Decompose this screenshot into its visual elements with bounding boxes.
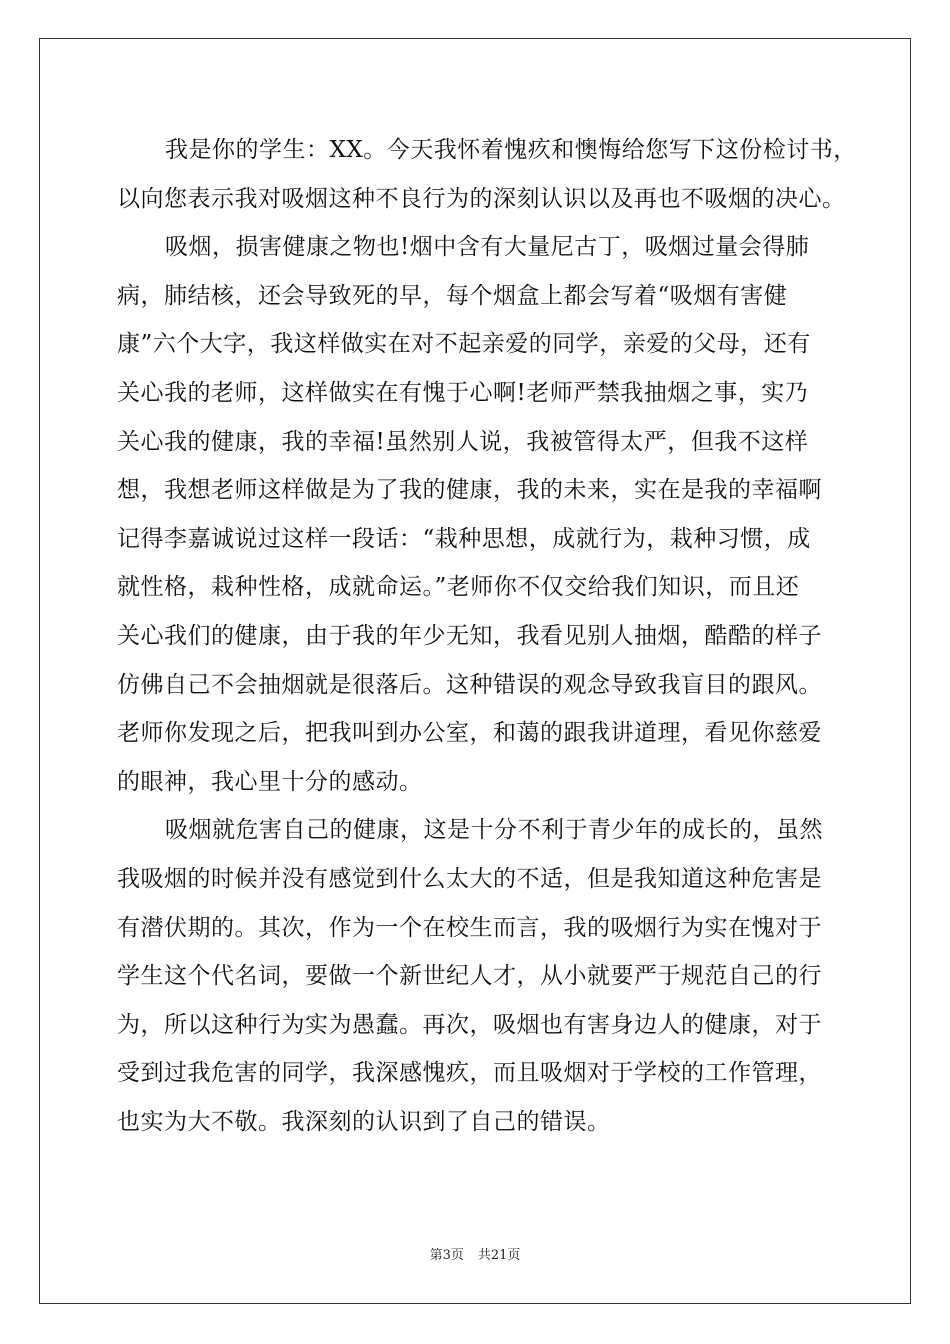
text-line: 吸烟就危害自己的健康，这是十分不利于青少年的成长的，虽然 [165,817,823,844]
text-line: 关心我们的健康，由于我的年少无知，我看见别人抽烟，酷酷的样子 [117,622,822,649]
text-line: 康”六个大字，我这样做实在对不起亲爱的同学，亲爱的父母，还有 [117,331,811,358]
text-line: 也实为大不敬。我深刻的认识到了自己的错误。 [117,1108,611,1135]
text-line: 学生这个代名词，要做一个新世纪人才，从小就要严于规范自己的行 [117,963,822,990]
text-line: 有潜伏期的。其次，作为一个在校生而言，我的吸烟行为实在愧对于 [117,914,822,941]
text-line: 吸烟，损害健康之物也!烟中含有大量尼古丁，吸烟过量会得肺 [165,234,810,261]
page-footer [0,1246,950,1266]
text-line: 关心我的健康，我的幸福!虽然别人说，我被管得太严，但我不这样 [117,428,809,455]
text-line: 以向您表示我对吸烟这种不良行为的深刻认识以及再也不吸烟的决心。 [117,185,846,212]
text-line: 记得李嘉诚说过这样一段话：“栽种思想，成就行为，栽种习惯，成 [117,525,811,552]
text-line: 的眼神，我心里十分的感动。 [117,768,423,795]
text-line: 病，肺结核，还会导致死的早，每个烟盒上都会写着“吸烟有害健 [117,282,788,309]
text-line: 就性格，栽种性格，成就命运。”老师你不仅交给我们知识，而且还 [117,574,800,601]
text-line: 想，我想老师这样做是为了我的健康，我的未来，实在是我的幸福啊 [117,477,822,504]
text-line: 仿佛自己不会抽烟就是很落后。这种错误的观念导致我盲目的跟风。 [117,671,822,698]
text-line: 受到过我危害的同学，我深感愧疚，而且吸烟对于学校的工作管理， [117,1060,822,1087]
page-number: 第3页 [429,1248,464,1263]
text-line: 关心我的老师，这样做实在有愧于心啊!老师严禁我抽烟之事，实乃 [117,379,809,406]
text-line: 我吸烟的时候并没有感觉到什么太大的不适，但是我知道这种危害是 [117,865,822,892]
document-body [117,126,857,1146]
page-total: 共21页 [477,1248,521,1263]
text-line: 我是你的学生：XX。今天我怀着愧疚和懊悔给您写下这份检讨书， [165,137,857,163]
text-line: 为，所以这种行为实为愚蠢。再次，吸烟也有害身边人的健康，对于 [117,1011,822,1038]
text-line: 老师你发现之后，把我叫到办公室，和蔼的跟我讲道理，看见你慈爱 [117,720,822,747]
